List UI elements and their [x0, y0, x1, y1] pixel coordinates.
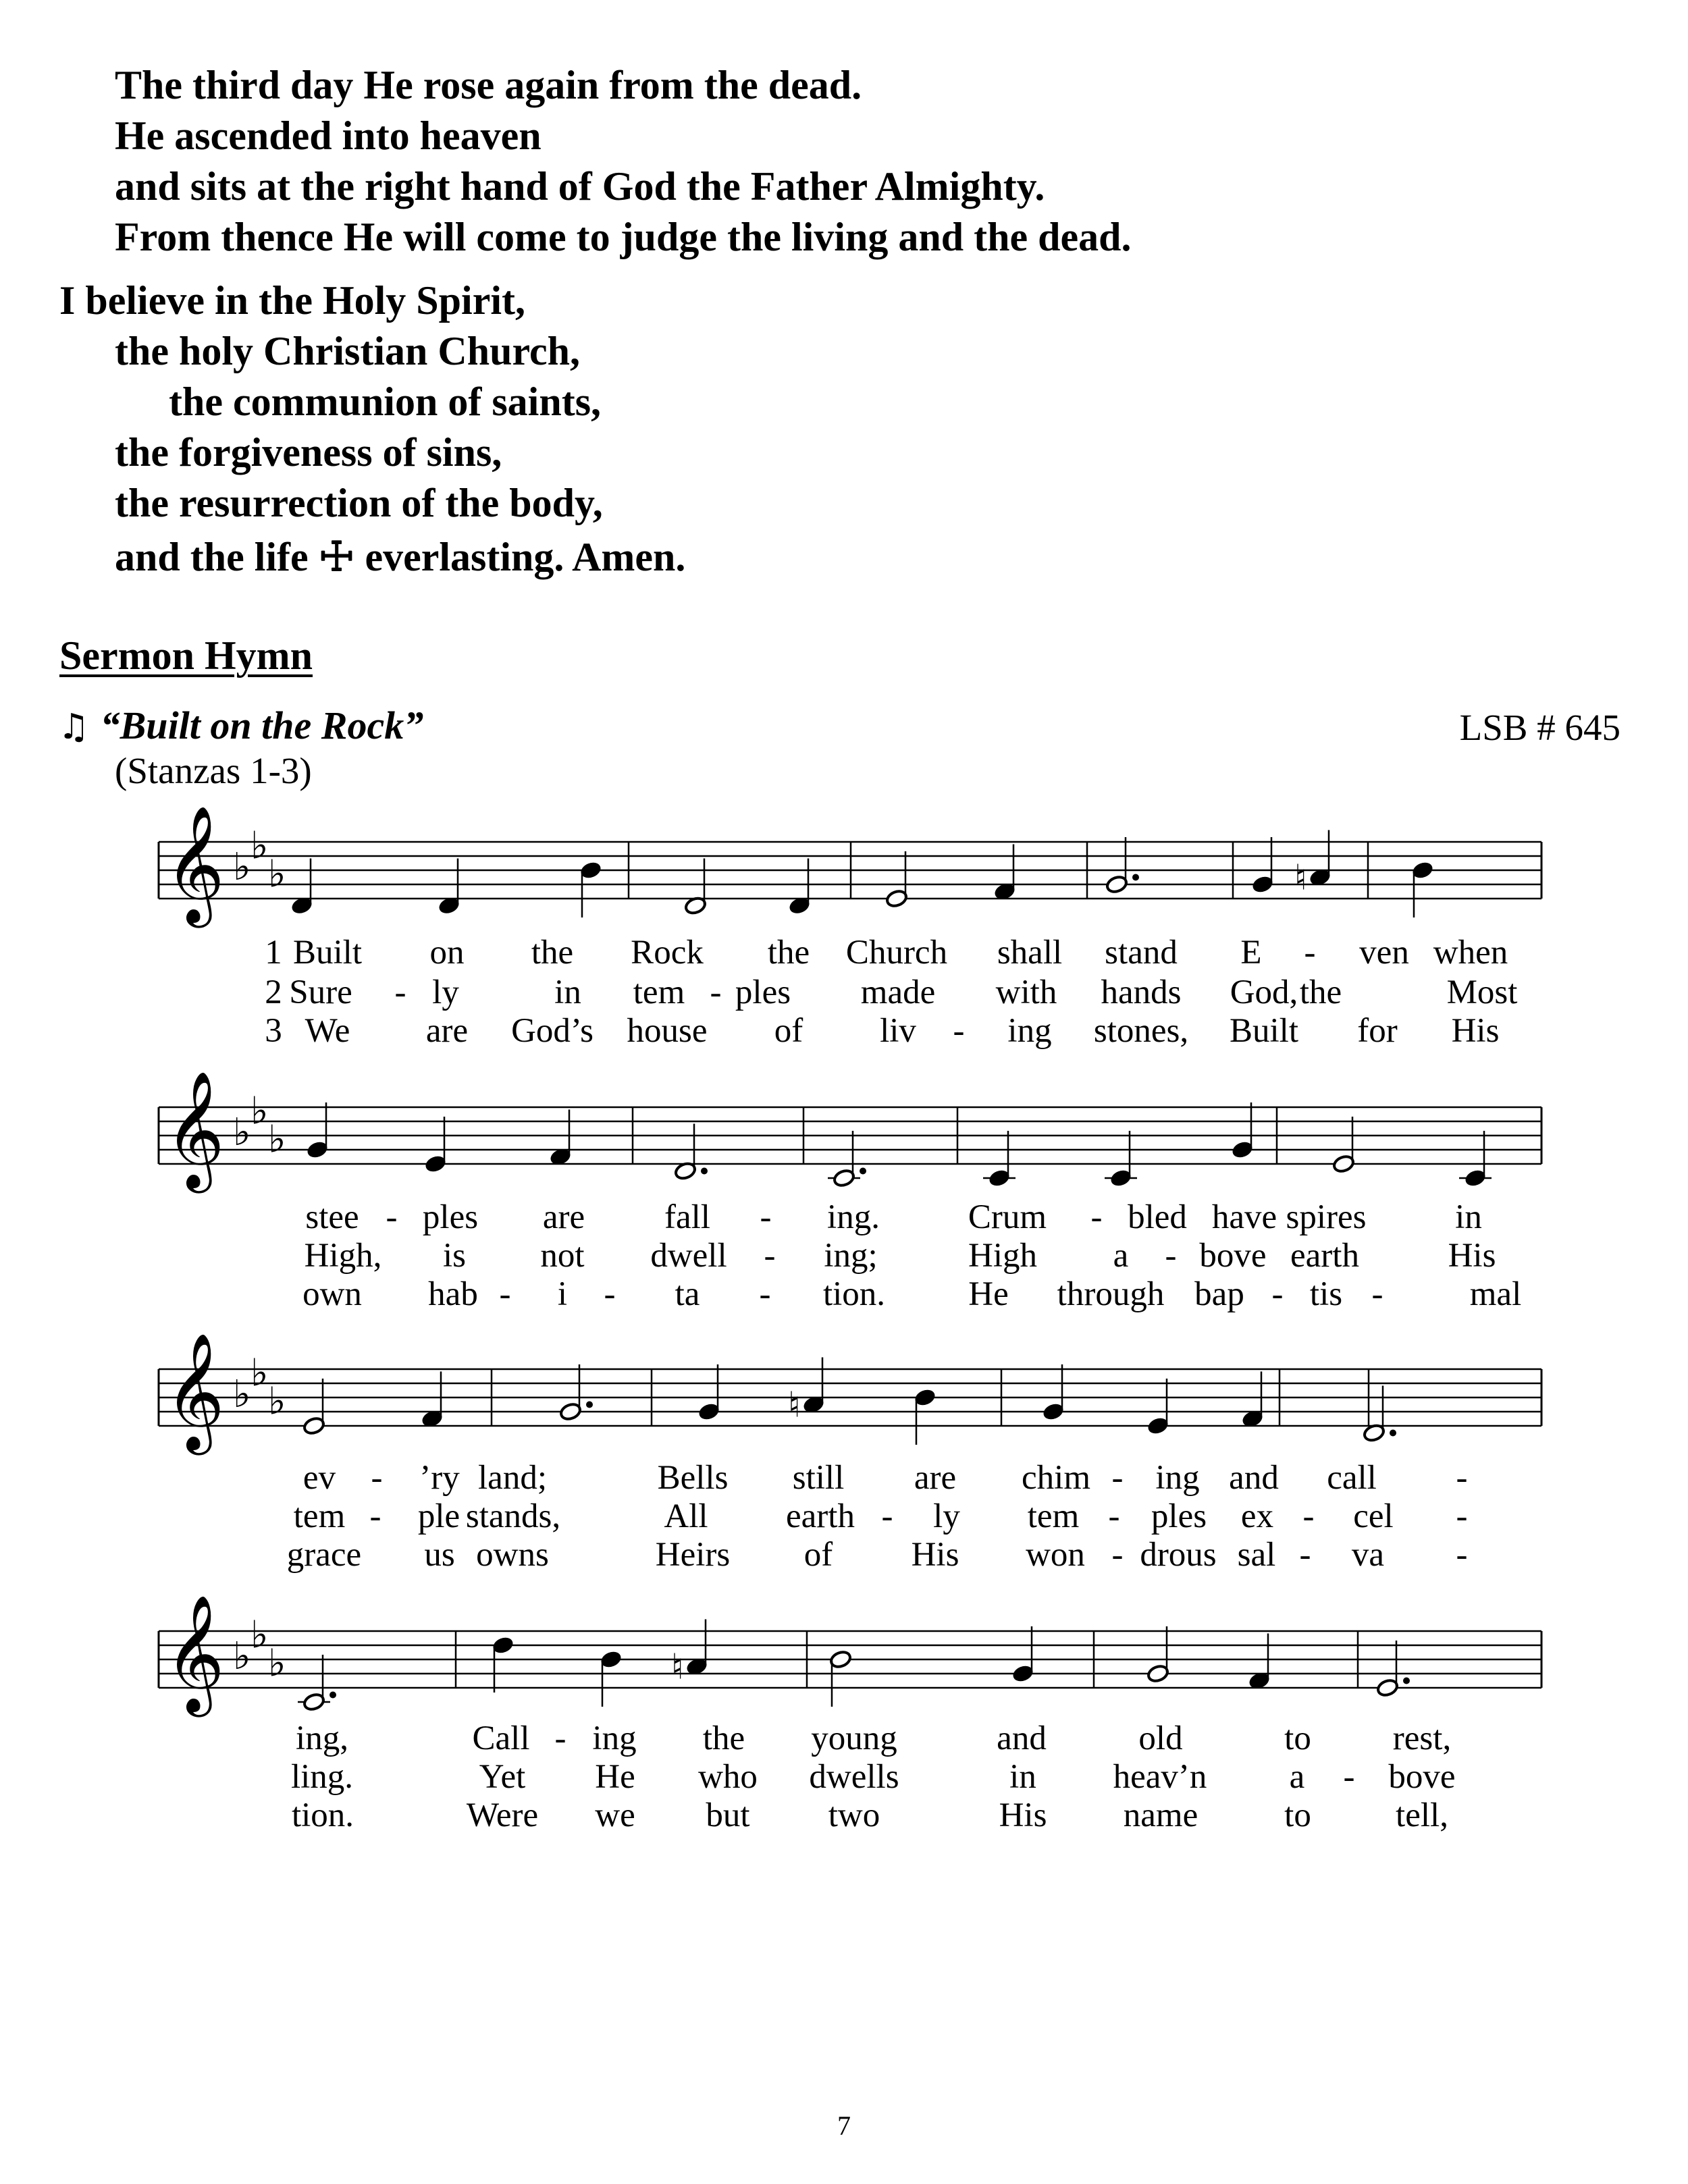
lyric-syllable: are — [914, 1459, 957, 1497]
flat-sign-icon: ♭ — [233, 1634, 251, 1678]
lyric-syllable: Crum — [968, 1198, 1047, 1236]
lyric-syllable: earth — [786, 1497, 855, 1535]
flat-sign-icon: ♭ — [233, 1111, 251, 1154]
lyric-syllable: the — [767, 934, 810, 971]
lyric-syllable: not — [540, 1237, 585, 1275]
lyric-syllable: land; — [478, 1459, 547, 1497]
lyric-syllable: ples — [735, 974, 791, 1011]
lyric-syllable: ly — [432, 974, 459, 1011]
creed-line: and the life ☩ everlasting. Amen. — [115, 535, 686, 579]
lyric-syllable: liv — [880, 1012, 916, 1050]
lyric-syllable: ing. — [827, 1198, 880, 1236]
creed-line: the communion of saints, — [169, 379, 602, 424]
lyric-syllable: - — [499, 1275, 511, 1313]
lyric-syllable: mal — [1469, 1275, 1522, 1313]
lyric-syllable: Sure — [289, 974, 352, 1011]
lyric-syllable: in — [1455, 1198, 1482, 1236]
lyric-syllable: rest, — [1392, 1720, 1452, 1757]
lyric-syllable: Most — [1446, 974, 1518, 1011]
lyric-syllable: i — [557, 1275, 568, 1313]
lyric-syllable: to — [1284, 1796, 1311, 1834]
lyric-syllable: cel — [1353, 1497, 1394, 1535]
lyric-syllable: - — [1304, 934, 1316, 971]
lyric-syllable: God, — [1230, 974, 1298, 1011]
lyric-syllable: drous — [1140, 1536, 1217, 1574]
lyric-syllable: Built — [1229, 1012, 1299, 1050]
creed-line: the resurrection of the body, — [115, 481, 603, 525]
lyric-syllable: tis — [1309, 1275, 1343, 1313]
lyric-syllable: - — [604, 1275, 616, 1313]
hymn-title-text: “Built on the Rock” — [100, 703, 424, 747]
lyric-syllable: God’s — [511, 1012, 594, 1050]
lyric-syllable: tem — [633, 974, 685, 1011]
lyric-syllable: but — [706, 1796, 750, 1834]
lyric-syllable: Bells — [657, 1459, 729, 1497]
lyric-syllable: fall — [664, 1198, 710, 1236]
lyric-syllable: house — [627, 1012, 708, 1050]
hymn-stanzas-note: (Stanzas 1-3) — [115, 750, 312, 791]
lyric-syllable: when — [1433, 934, 1508, 971]
lyric-syllable: are — [542, 1198, 585, 1236]
lyric-syllable: - — [1299, 1536, 1311, 1574]
lyric-syllable: Were — [466, 1796, 539, 1834]
verse-number: 2 — [265, 974, 282, 1011]
lyric-syllable: - — [1090, 1198, 1103, 1236]
lyric-syllable: stee — [305, 1198, 359, 1236]
lyric-syllable: - — [1165, 1237, 1177, 1275]
lyric-syllable: His — [999, 1796, 1047, 1834]
lyric-syllable: - — [1271, 1275, 1284, 1313]
natural-sign-icon: ♮ — [671, 1647, 684, 1688]
lyric-syllable: bled — [1128, 1198, 1187, 1236]
lyric-syllable: - — [1343, 1758, 1355, 1796]
creed-line: the forgiveness of sins, — [115, 430, 502, 475]
page-number: 7 — [837, 2110, 851, 2141]
lyric-syllable: call — [1327, 1459, 1377, 1497]
lyric-syllable: ples — [1151, 1497, 1207, 1535]
lyric-syllable: E — [1240, 934, 1262, 971]
lyric-syllable: - — [760, 1198, 772, 1236]
lyric-syllable: tion. — [822, 1275, 886, 1313]
lyric-syllable: the — [702, 1720, 745, 1757]
lyric-syllable: is — [442, 1237, 467, 1275]
lyric-syllable: bove — [1388, 1758, 1456, 1796]
lyric-syllable: chim — [1022, 1459, 1090, 1497]
creed-line: From thence He will come to judge the living and the dead. — [115, 215, 1132, 259]
lyric-syllable: Rock — [631, 934, 704, 971]
lyric-syllable: va — [1351, 1536, 1385, 1574]
lyric-syllable: - — [394, 974, 406, 1011]
lyric-syllable: His — [911, 1536, 959, 1574]
lyric-syllable: heav’n — [1113, 1758, 1207, 1796]
lyric-syllable: We — [305, 1012, 350, 1050]
lyric-syllable: shall — [997, 934, 1063, 971]
lyric-syllable: ple — [417, 1497, 460, 1535]
lyric-syllable: - — [369, 1497, 381, 1535]
lyric-syllable: bap — [1194, 1275, 1244, 1313]
lyric-syllable: the — [531, 934, 574, 971]
lyric-syllable: He — [968, 1275, 1009, 1313]
lyric-syllable: - — [1302, 1497, 1315, 1535]
lyric-syllable: still — [792, 1459, 845, 1497]
lyric-syllable: ling. — [290, 1758, 354, 1796]
lyric-syllable: - — [764, 1237, 776, 1275]
lyric-syllable: are — [425, 1012, 469, 1050]
lyric-syllable: - — [1456, 1536, 1468, 1574]
lyric-syllable: for — [1357, 1012, 1398, 1050]
flat-sign-icon: ♭ — [268, 1641, 286, 1686]
lyric-syllable: High, — [304, 1237, 382, 1275]
natural-sign-icon: ♮ — [1294, 857, 1307, 899]
lyric-syllable: All — [664, 1497, 708, 1535]
lyric-syllable: Heirs — [655, 1536, 731, 1574]
lyric-syllable: Built — [292, 934, 363, 971]
lyric-syllable: the — [1299, 974, 1342, 1011]
lyric-syllable: hab — [428, 1275, 478, 1313]
lyric-syllable: ing; — [824, 1237, 878, 1275]
lyric-syllable: of — [774, 1012, 803, 1050]
natural-sign-icon: ♮ — [788, 1385, 801, 1426]
lyric-syllable: - — [710, 974, 722, 1011]
lyric-syllable: ta — [675, 1275, 700, 1313]
lyric-syllable: bove — [1199, 1237, 1267, 1275]
lyric-syllable: Church — [845, 934, 948, 971]
lyric-syllable: - — [881, 1497, 893, 1535]
lyric-syllable: Yet — [479, 1758, 526, 1796]
lyric-syllable: His — [1448, 1237, 1496, 1275]
music-note-icon: ♫ — [58, 707, 90, 747]
creed-line: the holy Christian Church, — [115, 329, 581, 373]
lyric-syllable: grace — [286, 1536, 362, 1574]
lyric-syllable: we — [595, 1796, 635, 1834]
lyric-syllable: Call — [472, 1720, 530, 1757]
lyric-syllable: who — [698, 1758, 758, 1796]
lyric-syllable: sal — [1237, 1536, 1276, 1574]
lyric-syllable: to — [1284, 1720, 1311, 1757]
lyric-syllable: - — [371, 1459, 383, 1497]
lyric-syllable: - — [759, 1275, 771, 1313]
treble-clef-icon: 𝄞 — [165, 1071, 225, 1188]
lyric-syllable: He — [595, 1758, 635, 1796]
flat-sign-icon: ♭ — [268, 1379, 286, 1424]
lyric-syllable: ex — [1240, 1497, 1274, 1535]
lyric-syllable: stands, — [465, 1497, 561, 1535]
lyric-syllable: stones, — [1093, 1012, 1189, 1050]
hymn-number: LSB # 645 — [1459, 707, 1620, 748]
lyric-syllable: made — [860, 974, 936, 1011]
flat-sign-icon: ♭ — [250, 1351, 269, 1395]
lyric-syllable: have — [1211, 1198, 1277, 1236]
lyric-syllable: with — [995, 974, 1057, 1011]
lyric-syllable: ing — [592, 1720, 637, 1757]
lyric-syllable: tion. — [291, 1796, 354, 1834]
lyric-syllable: in — [554, 974, 581, 1011]
lyric-syllable: earth — [1290, 1237, 1359, 1275]
flat-sign-icon: ♭ — [250, 1089, 269, 1134]
lyric-syllable: and — [1229, 1459, 1279, 1497]
flat-sign-icon: ♭ — [250, 824, 269, 868]
section-heading: Sermon Hymn — [59, 633, 313, 678]
lyric-syllable: through — [1057, 1275, 1165, 1313]
creed-line: The third day He rose again from the dead. — [115, 63, 862, 107]
creed-line: He ascended into heaven — [115, 113, 542, 158]
lyric-syllable: - — [1371, 1275, 1383, 1313]
lyric-syllable: hands — [1101, 974, 1182, 1011]
creed-line: and sits at the right hand of God the Father Almighty. — [115, 164, 1045, 209]
lyric-syllable: - — [554, 1720, 566, 1757]
lyric-syllable: name — [1123, 1796, 1198, 1834]
lyric-syllable: dwells — [809, 1758, 899, 1796]
treble-clef-icon: 𝄞 — [165, 1595, 225, 1712]
lyric-syllable: ven — [1359, 934, 1409, 971]
lyric-syllable: - — [1108, 1497, 1120, 1535]
lyric-syllable: ing — [1007, 1012, 1052, 1050]
flat-sign-icon: ♭ — [268, 852, 286, 897]
lyric-syllable: ly — [933, 1497, 960, 1535]
lyric-syllable: a — [1113, 1237, 1129, 1275]
lyric-syllable: - — [1456, 1497, 1468, 1535]
lyric-syllable: tell, — [1396, 1796, 1448, 1834]
lyric-syllable: on — [429, 934, 465, 971]
treble-clef-icon: 𝄞 — [165, 1333, 225, 1450]
lyric-syllable: ing, — [296, 1720, 348, 1757]
lyric-syllable: - — [1111, 1536, 1124, 1574]
lyric-syllable: ples — [422, 1198, 479, 1236]
lyric-syllable: - — [386, 1198, 398, 1236]
lyric-syllable: - — [1456, 1459, 1468, 1497]
lyric-syllable: owns — [476, 1536, 549, 1574]
treble-clef-icon: 𝄞 — [165, 805, 225, 923]
lyric-syllable: High — [968, 1237, 1037, 1275]
lyric-syllable: and — [997, 1720, 1047, 1757]
verse-number: 3 — [265, 1012, 282, 1050]
lyric-syllable: in — [1009, 1758, 1036, 1796]
lyric-syllable: a — [1289, 1758, 1305, 1796]
lyric-syllable: tem — [1027, 1497, 1080, 1535]
lyric-syllable: - — [953, 1012, 965, 1050]
creed-line: I believe in the Holy Spirit, — [59, 278, 525, 323]
lyric-syllable: ing — [1155, 1459, 1200, 1497]
lyric-syllable: ’ry — [419, 1459, 460, 1497]
lyric-syllable: stand — [1105, 934, 1178, 971]
lyric-syllable: young — [811, 1720, 897, 1757]
verse-number: 1 — [265, 934, 282, 971]
lyric-syllable: of — [803, 1536, 833, 1574]
lyric-syllable: dwell — [650, 1237, 727, 1275]
lyric-syllable: two — [828, 1796, 880, 1834]
lyric-syllable: won — [1026, 1536, 1085, 1574]
flat-sign-icon: ♭ — [268, 1117, 286, 1162]
lyric-syllable: spires — [1286, 1198, 1367, 1236]
lyric-syllable: - — [1111, 1459, 1124, 1497]
lyric-syllable: own — [302, 1275, 362, 1313]
lyric-syllable: ev — [302, 1459, 336, 1497]
lyric-syllable: us — [424, 1536, 455, 1574]
flat-sign-icon: ♭ — [233, 845, 251, 889]
lyric-syllable: His — [1451, 1012, 1500, 1050]
flat-sign-icon: ♭ — [233, 1373, 251, 1416]
lyric-syllable: tem — [293, 1497, 346, 1535]
flat-sign-icon: ♭ — [250, 1613, 269, 1657]
lyric-syllable: old — [1138, 1720, 1183, 1757]
